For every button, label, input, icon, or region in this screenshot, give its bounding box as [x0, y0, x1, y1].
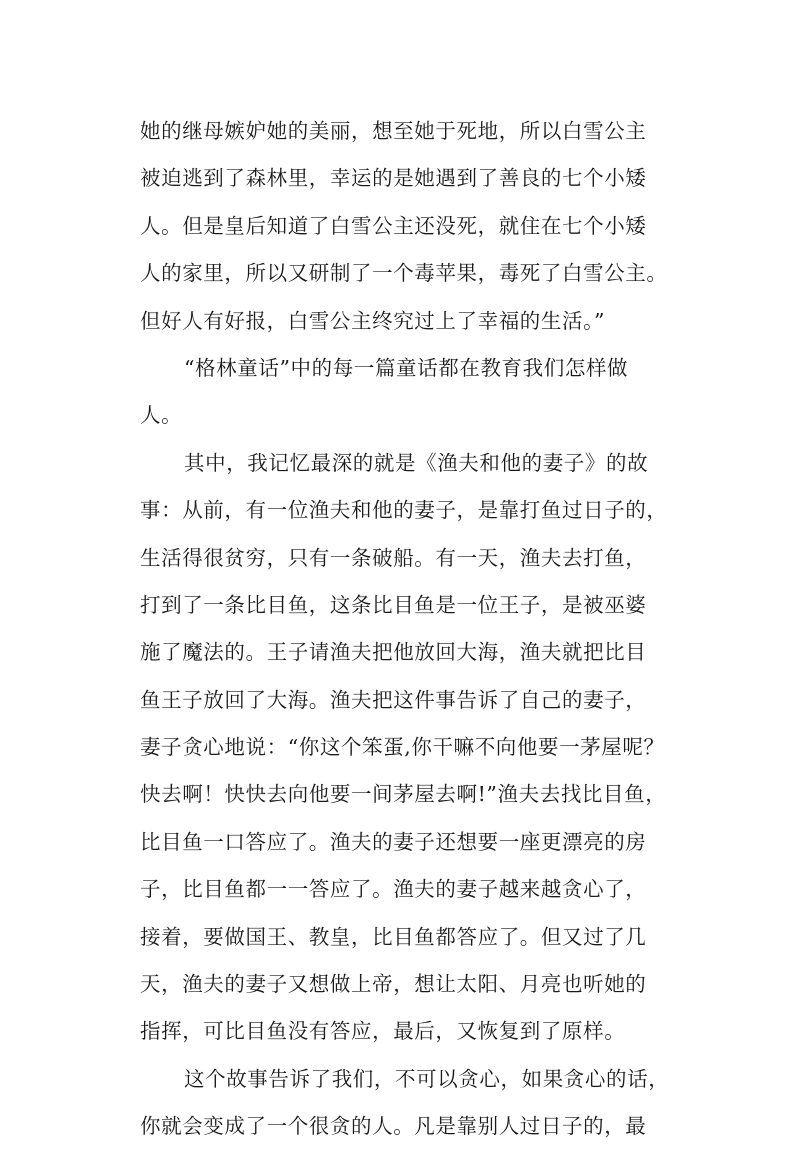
- text-line: 被迫逃到了森林里，幸运的是她遇到了善良的七个小矮: [140, 166, 647, 191]
- text-line: 妻子贪心地说：“你这个笨蛋,你干嘛不向他要一茅屋呢？: [140, 735, 665, 760]
- text-line: 人的家里，所以又研制了一个毒苹果，毒死了白雪公主。: [140, 261, 668, 286]
- paragraph-start-line: “格林童话”中的每一篇童话都在教育我们怎样做: [184, 355, 629, 380]
- text-line: 鱼王子放回了大海。渔夫把这件事告诉了自己的妻子，: [140, 687, 647, 712]
- text-line: 你就会变成了一个很贪的人。凡是靠别人过日子的，最: [140, 1114, 647, 1139]
- text-line: 人。但是皇后知道了白雪公主还没死，就住在七个小矮: [140, 213, 647, 238]
- body-text: [140, 108, 680, 1151]
- text-line: 接着，要做国王、教皇，比目鱼都答应了。但又过了几: [140, 924, 647, 949]
- text-line: 人。: [140, 403, 183, 428]
- text-line: 她的继母嫉妒她的美丽，想至她于死地，所以白雪公主: [140, 119, 647, 143]
- paragraph-start-line: 这个故事告诉了我们，不可以贪心，如果贪心的话，: [184, 1066, 670, 1091]
- paragraph-start-line: 其中，我记忆最深的就是《渔夫和他的妻子》的故: [184, 450, 649, 475]
- text-line: 指挥，可比目鱼没有答应，最后，又恢复到了原样。: [140, 1019, 626, 1044]
- text-line: 天，渔夫的妻子又想做上帝，想让太阳、月亮也听她的: [140, 972, 647, 997]
- text-line: 子，比目鱼都一一答应了。渔夫的妻子越来越贪心了，: [140, 877, 647, 902]
- text-line: 施了魔法的。王子请渔夫把他放回大海，渔夫就把比目: [140, 640, 647, 665]
- text-line: 但好人有好报，白雪公主终究过上了幸福的生活。”: [140, 308, 606, 333]
- text-line: 比目鱼一口答应了。渔夫的妻子还想要一座更漂亮的房: [140, 829, 647, 854]
- text-line: 生活得很贫穷，只有一条破船。有一天，渔夫去打鱼，: [140, 545, 647, 570]
- text-line: 打到了一条比目鱼，这条比目鱼是一位王子，是被巫婆: [140, 592, 647, 617]
- text-line: 快去啊！快快去向他要一间茅屋去啊!”渔夫去找比目鱼，: [140, 782, 667, 807]
- text-line: 事：从前，有一位渔夫和他的妻子，是靠打鱼过日子的，: [140, 498, 668, 523]
